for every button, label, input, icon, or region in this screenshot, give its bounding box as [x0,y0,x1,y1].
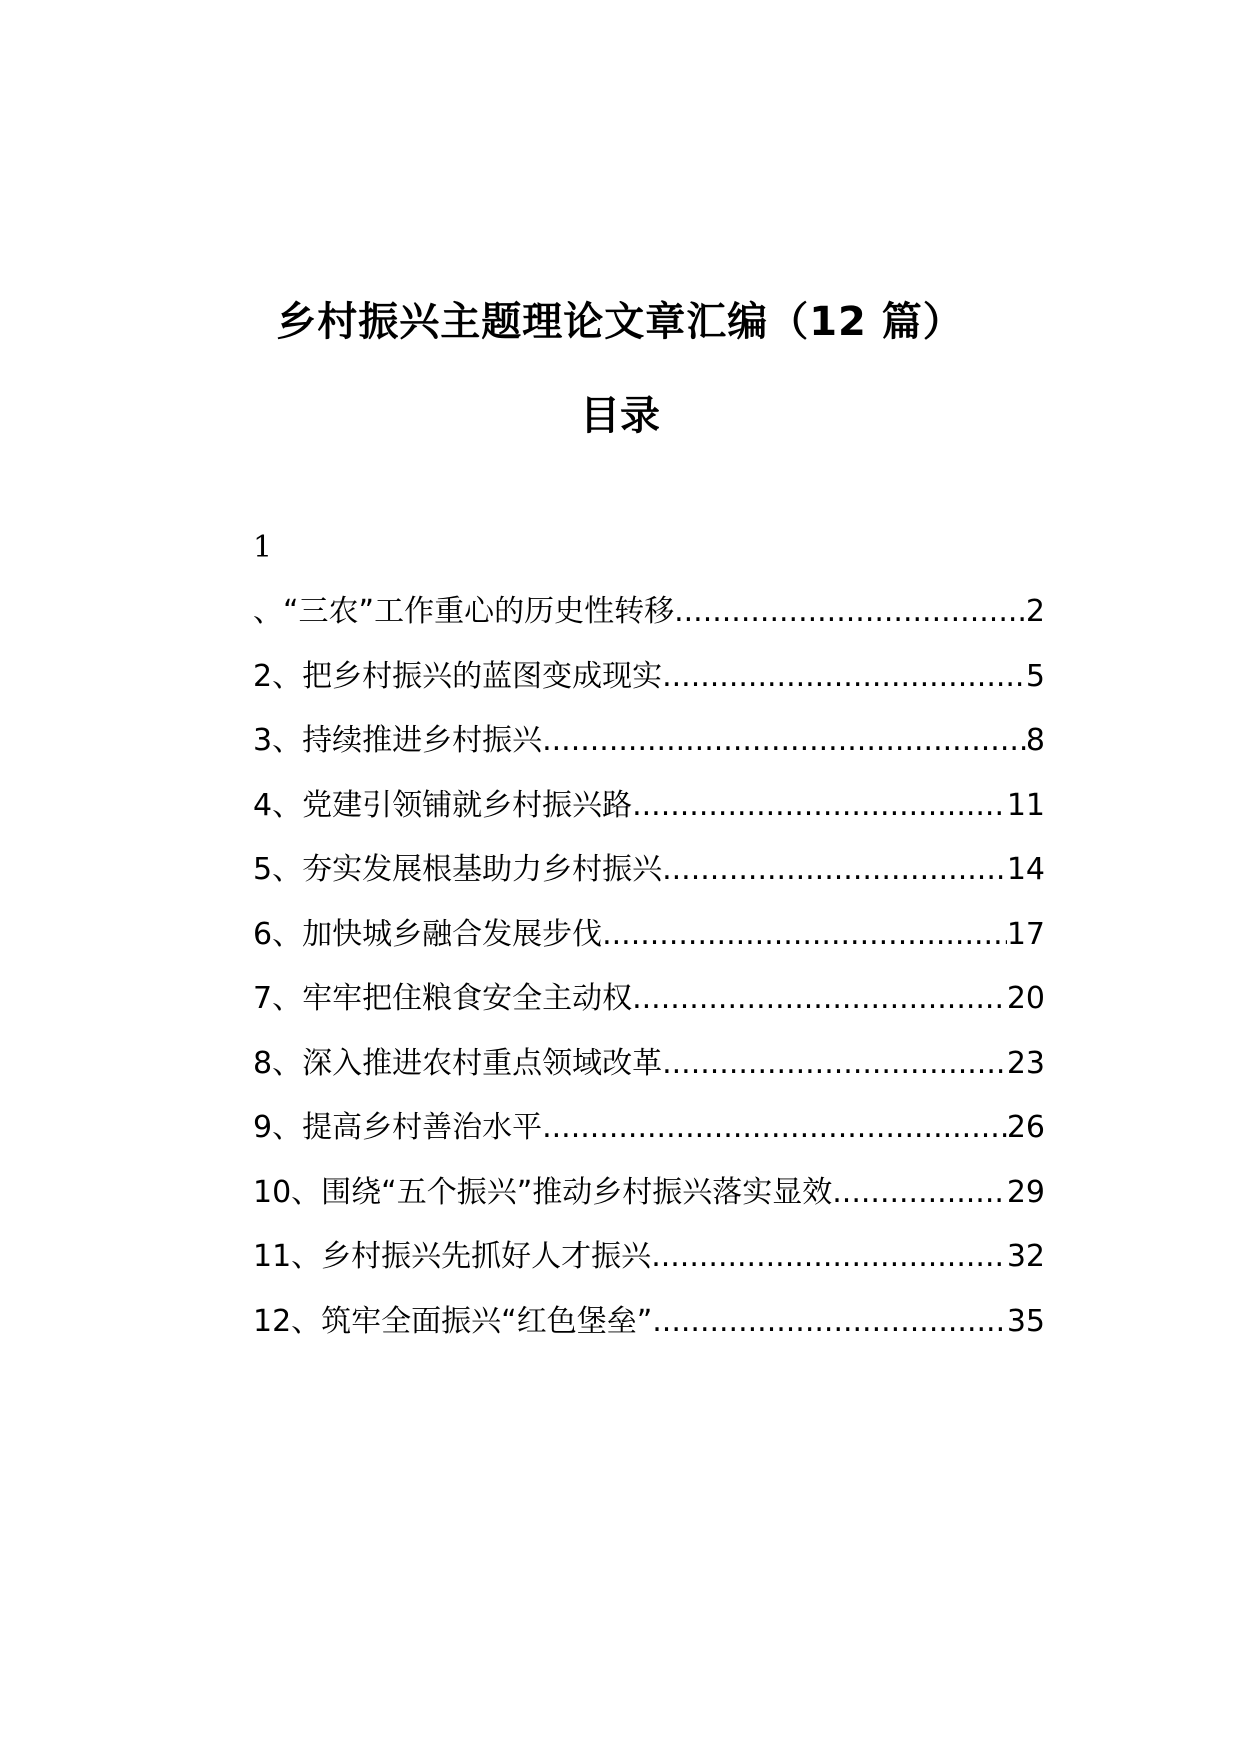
document-title: 乡村振兴主题理论文章汇编（12 篇） [276,299,964,345]
toc-dot-leader [542,719,1026,763]
toc-entry[interactable] [253,1106,1045,1171]
toc-entry[interactable] [253,1235,1045,1300]
toc-page-number: 14 [1006,852,1045,887]
toc-entry[interactable] [253,1300,1045,1365]
toc-dot-leader [662,655,1026,699]
toc-entry[interactable] [253,977,1045,1042]
toc-page-number: 2 [1025,594,1045,629]
toc-dot-leader [651,1235,1007,1279]
toc-entry[interactable] [253,655,1045,720]
toc-entry[interactable] [253,590,1045,655]
toc-entry[interactable] [253,913,1045,978]
toc-entry[interactable] [253,719,1045,784]
toc-dot-leader [602,913,1007,957]
toc-entry-title: 11、乡村振兴先抓好人才振兴 [253,1239,652,1274]
toc-entry-title: 、“三农”工作重心的历史性转移 [253,594,675,629]
toc-dot-leader [542,1106,1007,1150]
toc-page-number: 5 [1025,658,1045,694]
toc-entry-title: 3、持续推进乡村振兴 [253,723,543,758]
toc-page-number: 32 [1006,1239,1045,1274]
toc-stray-number: 1 [253,530,273,565]
toc-entry[interactable] [253,1042,1045,1107]
toc-entry-title: 8、深入推进农村重点领域改革 [253,1045,663,1081]
toc-dot-leader [662,848,1007,892]
toc-entry-title: 9、提高乡村善治水平 [253,1110,543,1145]
toc-page-number: 26 [1006,1110,1045,1145]
toc-entry[interactable] [253,848,1045,913]
toc-entry-title: 4、党建引领铺就乡村振兴路 [253,787,633,823]
toc-dot-leader [662,1042,1007,1086]
toc-entry[interactable] [253,784,1045,849]
toc-dot-leader [832,1171,1007,1215]
toc-heading: 目录 [580,393,660,439]
table-of-contents [253,590,1045,1364]
toc-entry-title: 6、加快城乡融合发展步伐 [253,916,603,952]
toc-dot-leader [632,977,1007,1021]
toc-entry-title: 5、夯实发展根基助力乡村振兴 [253,852,663,887]
toc-entry[interactable] [253,1171,1045,1236]
toc-page-number: 17 [1006,916,1045,952]
toc-dot-leader [632,784,1007,828]
toc-page-number: 23 [1006,1045,1045,1081]
toc-page-number: 20 [1006,981,1045,1016]
toc-page-number: 29 [1006,1174,1045,1210]
toc-dot-leader [652,1300,1007,1344]
toc-page-number: 8 [1025,723,1045,758]
toc-entry-title: 2、把乡村振兴的蓝图变成现实 [253,658,663,694]
toc-entry-title: 10、围绕“五个振兴”推动乡村振兴落实显效 [253,1174,833,1210]
toc-page-number: 35 [1006,1303,1045,1339]
toc-entry-title: 7、牢牢把住粮食安全主动权 [253,981,633,1016]
toc-page-number: 11 [1006,787,1045,823]
toc-dot-leader [674,590,1026,634]
toc-entry-title: 12、筑牢全面振兴“红色堡垒” [253,1303,653,1339]
